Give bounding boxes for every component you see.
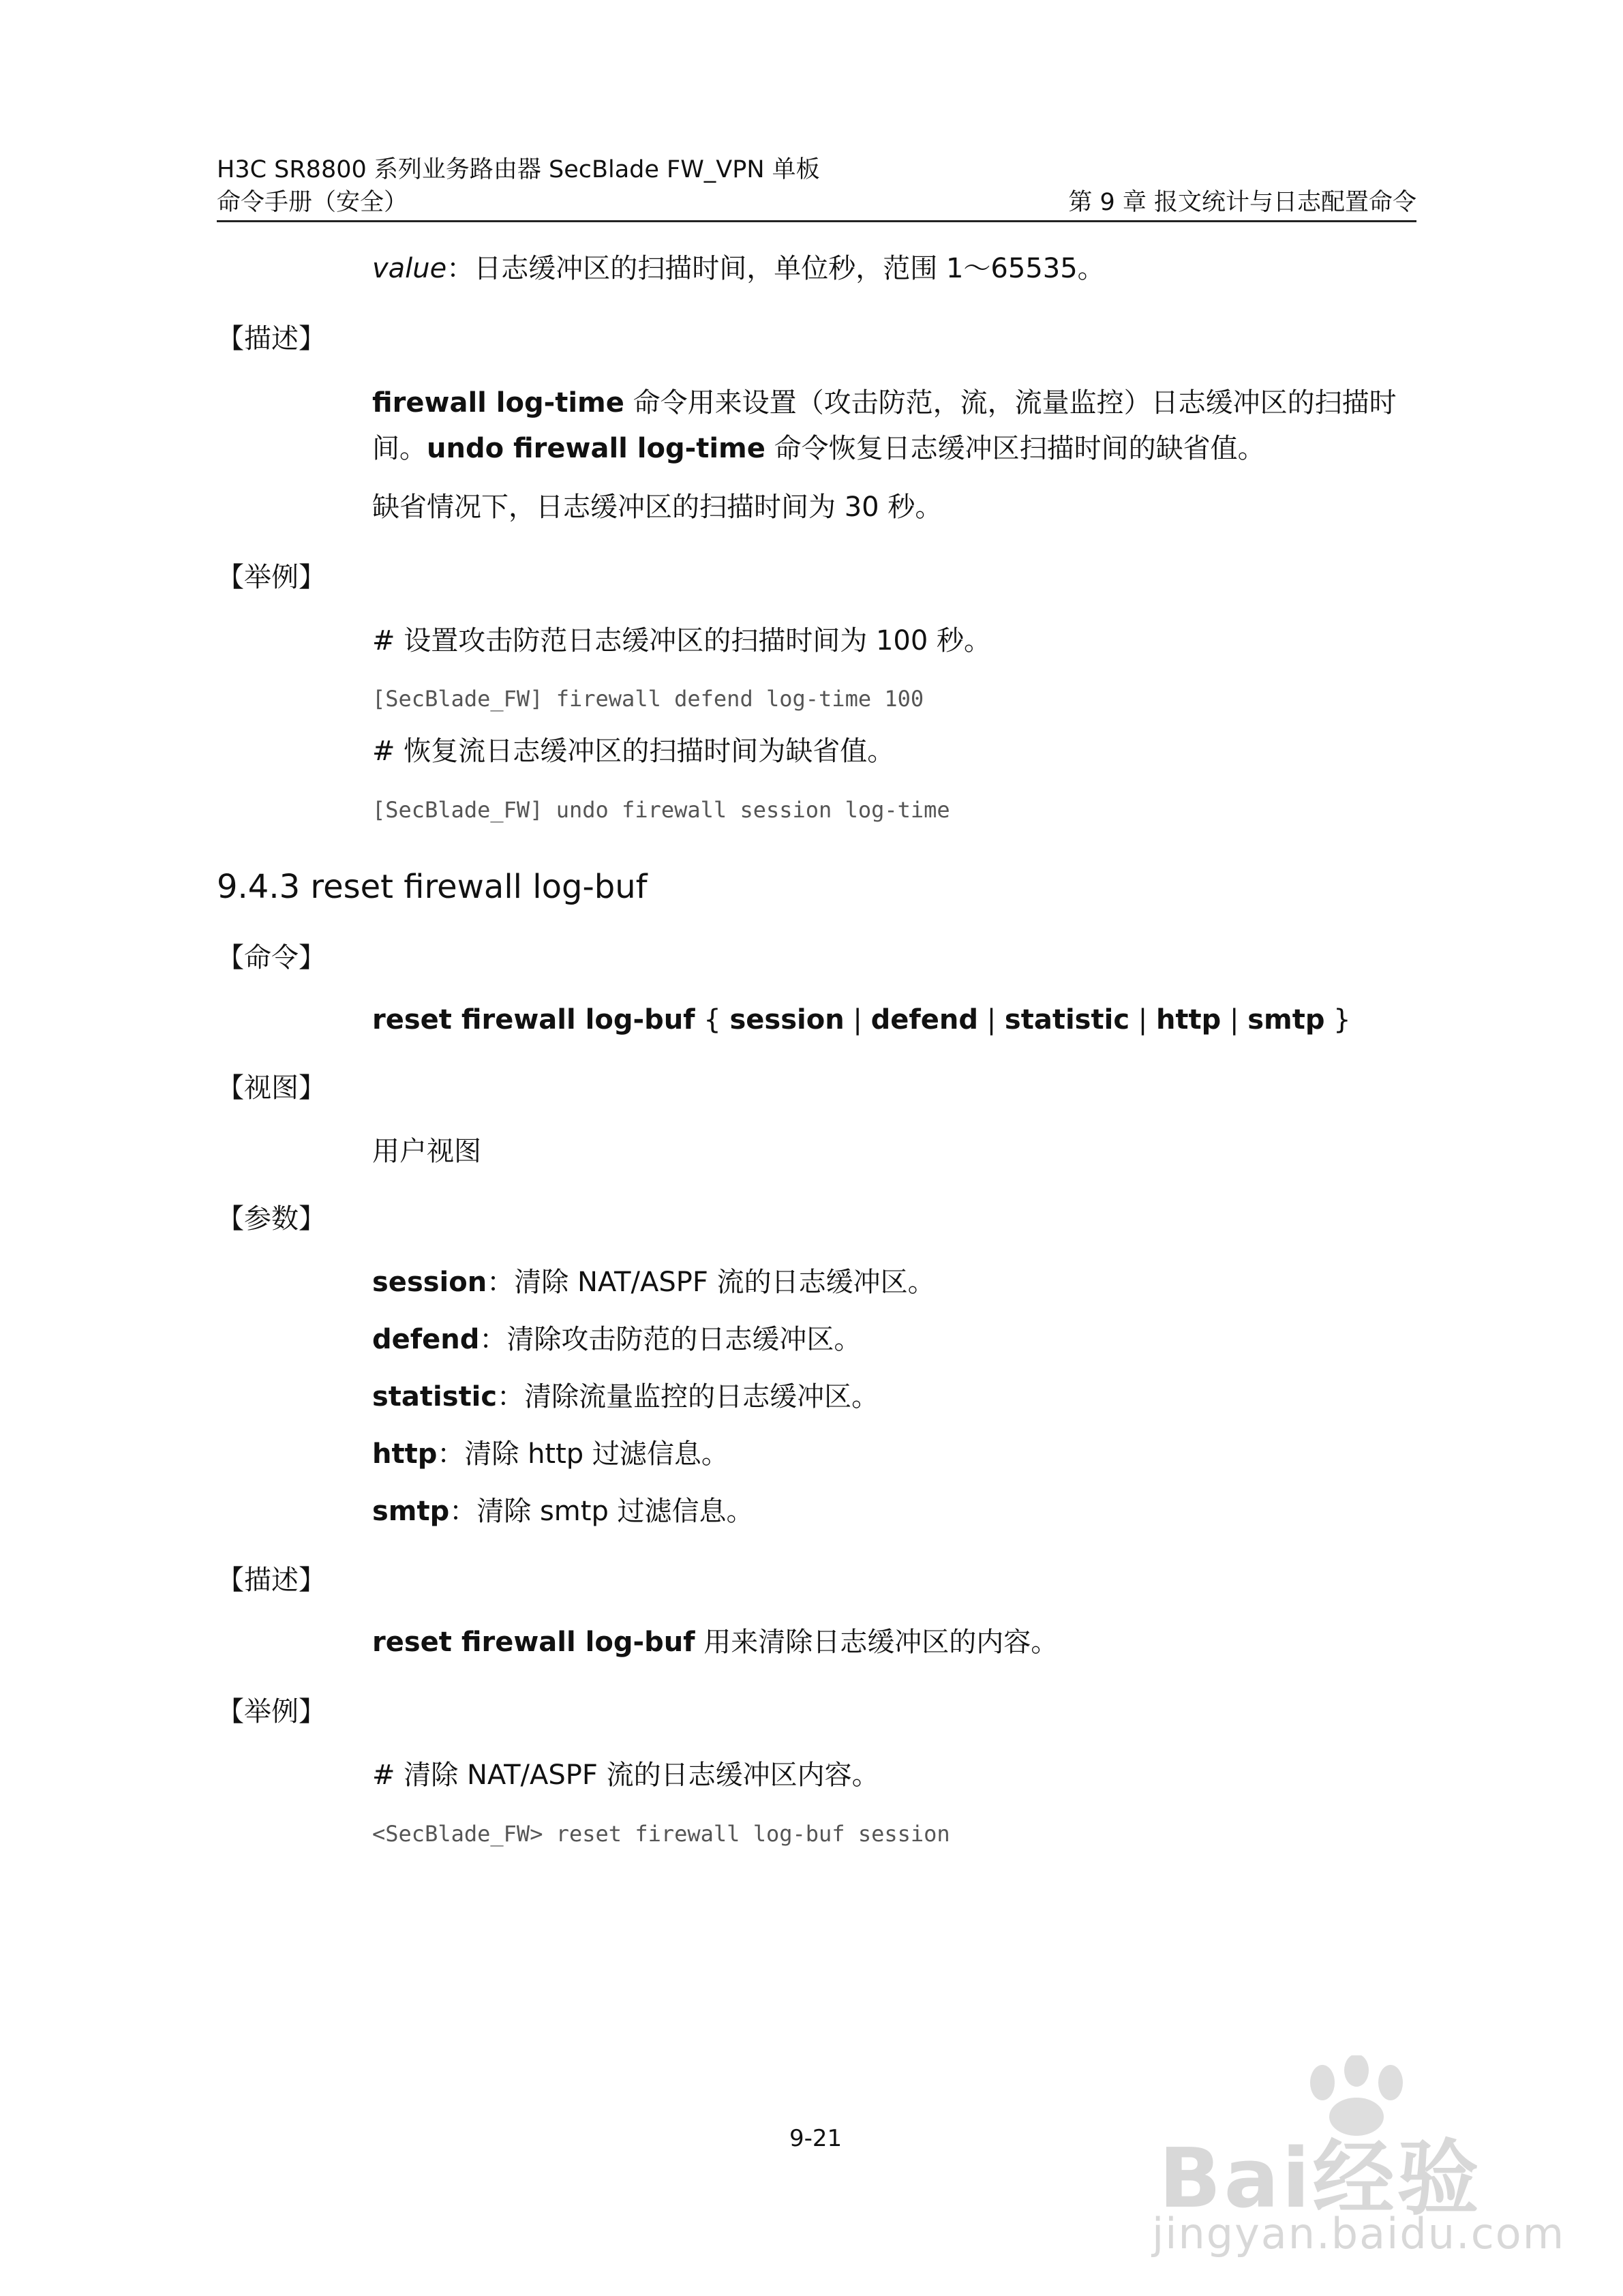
example-code-1: [SecBlade_FW] firewall defend log-time 100 [372,686,924,712]
option-smtp: smtp [1247,1004,1325,1036]
header-subtitle: 命令手册（安全） [217,189,408,216]
option-statistic: statistic [1004,1004,1130,1036]
cmd-name: reset firewall log-buf [372,1004,695,1036]
syntax-brace-close: } [1324,1004,1351,1036]
section-title: 9.4.3 reset firewall log-buf [217,868,648,906]
example-code-2: [SecBlade_FW] undo firewall session log-time [372,797,950,823]
param-desc: ：清除 smtp 过滤信息。 [449,1496,754,1527]
cmd-firewall-log-time: firewall log-time [372,387,624,419]
desc-text: 命令用来设置（攻击防范，流，流量监控）日志缓冲区的扫描时 [624,387,1397,419]
syntax-separator: | [1129,1004,1156,1036]
example-comment-2: # 恢复流日志缓冲区的扫描时间为缺省值。 [372,736,895,767]
param-term: session [372,1267,487,1298]
syntax-brace-open: { [695,1004,730,1036]
desc-text: 命令恢复日志缓冲区扫描时间的缺省值。 [765,433,1265,464]
watermark-url: jingyan.baidu.com [1152,2209,1566,2259]
command-heading: 【命令】 [217,942,326,973]
param-term: defend [372,1324,480,1355]
cmd-reset-firewall-log-buf: reset firewall log-buf [372,1627,695,1658]
example-heading-1: 【举例】 [217,562,326,593]
syntax-separator: | [1221,1004,1248,1036]
desc-default: 缺省情况下，日志缓冲区的扫描时间为 30 秒。 [372,492,943,523]
option-defend: defend [870,1004,979,1036]
param-value [372,255,1105,282]
desc-heading-1: 【描述】 [217,323,326,354]
param-desc: ：清除攻击防范的日志缓冲区。 [479,1324,862,1355]
example-heading-2: 【举例】 [217,1696,326,1727]
cmd-undo-firewall-log-time: undo firewall log-time [427,433,765,464]
param-term: value [372,253,447,284]
param-item [372,1440,729,1468]
param-desc: ：清除 NAT/ASPF 流的日志缓冲区。 [487,1267,935,1298]
watermark-brand: Bai经验 [1159,2132,1482,2226]
desc-line-2 [372,435,1265,462]
param-term: smtp [372,1496,450,1527]
param-item [372,1498,754,1525]
param-item [372,1381,879,1413]
syntax-separator: | [844,1004,871,1036]
header-title: H3C SR8800 系列业务路由器 SecBlade FW_VPN 单板 [217,156,820,183]
param-term: http [372,1438,438,1470]
header-rule [217,220,1416,222]
param-term: statistic [372,1381,498,1413]
param-item [372,1269,935,1296]
desc-reset [372,1629,1058,1656]
example-comment-1: # 设置攻击防范日志缓冲区的扫描时间为 100 秒。 [372,625,992,656]
option-http: http [1155,1004,1222,1036]
desc-line-1 [372,389,1397,417]
param-desc: ：日志缓冲区的扫描时间，单位秒，范围 1～65535。 [446,253,1105,284]
desc-text: 间。 [372,433,427,464]
desc-heading-2: 【描述】 [217,1565,326,1596]
page-number: 9-21 [789,2125,843,2152]
header-chapter: 第 9 章 报文统计与日志配置命令 [1068,189,1416,216]
example-code-3: <SecBlade_FW> reset firewall log-buf session [372,1821,950,1847]
view-heading: 【视图】 [217,1072,326,1104]
param-item [372,1326,861,1353]
params-heading: 【参数】 [217,1203,326,1235]
param-desc: ：清除流量监控的日志缓冲区。 [497,1381,879,1413]
param-desc: ：清除 http 过滤信息。 [437,1438,729,1470]
syntax-separator: | [978,1004,1005,1036]
command-syntax [372,1004,1351,1036]
desc-text: 用来清除日志缓冲区的内容。 [695,1627,1059,1658]
option-session: session [729,1004,845,1036]
view-text: 用户视图 [372,1136,481,1167]
example-comment-3: # 清除 NAT/ASPF 流的日志缓冲区内容。 [372,1759,879,1791]
